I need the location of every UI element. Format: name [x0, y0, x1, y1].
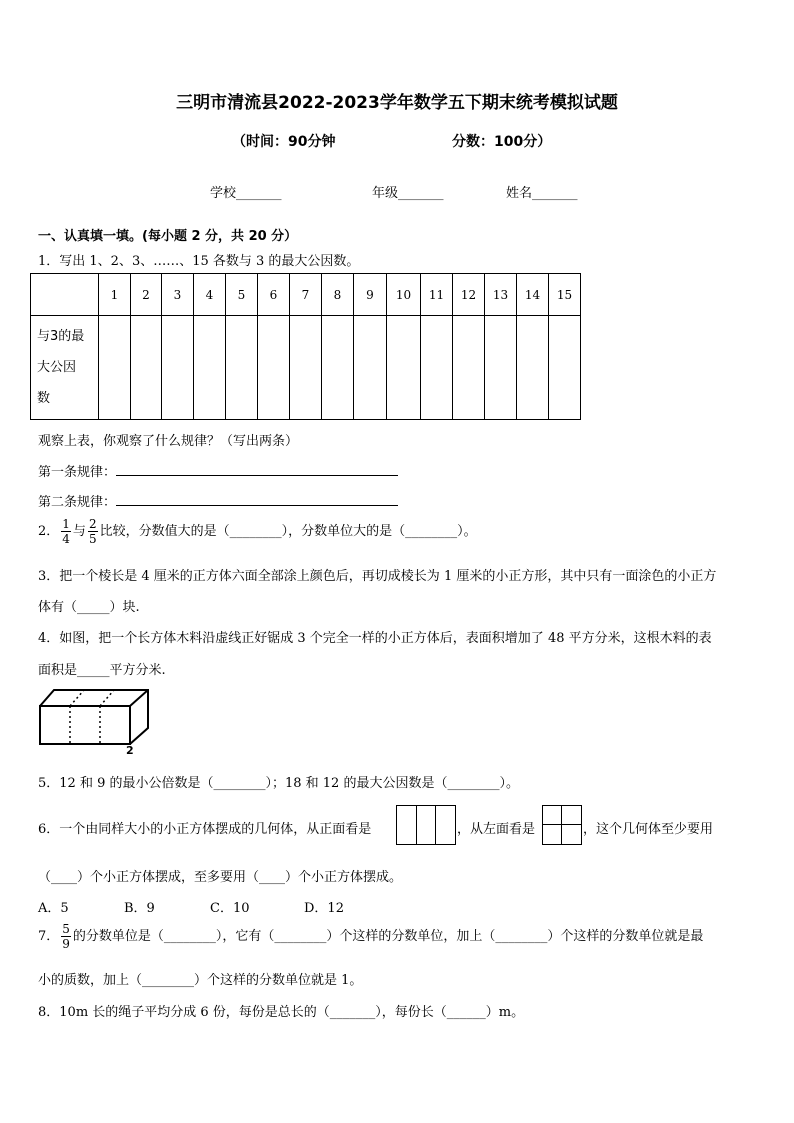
rule-2-label: 第二条规律：	[38, 495, 117, 510]
question-3-line-1: 3．把一个棱长是 4 厘米的正方体六面全部涂上颜色后，再切成棱长为 1 厘米的小正方形，其中只有一面涂色的小正方	[38, 569, 717, 584]
question-6-part-1: 6．一个由同样大小的小正方体摆成的几何体，从正面看是	[38, 822, 372, 837]
answer-cell[interactable]	[162, 316, 194, 420]
table-col-header: 3	[162, 274, 194, 316]
name-field[interactable]: 姓名_______	[506, 186, 578, 201]
table-col-header: 11	[421, 274, 453, 316]
rule-1-label: 第一条规律：	[38, 465, 117, 480]
question-8: 8．10m 长的绳子平均分成 6 份，每份是总长的（_______），每份长（______）m。	[38, 1005, 525, 1020]
answer-cell[interactable]	[549, 316, 581, 420]
question-4-line-2: 面积是_____平方分米.	[38, 663, 166, 678]
rule-2-line[interactable]	[38, 491, 398, 510]
front-view-figure	[396, 805, 456, 845]
fraction-five-ninths: $\frac{5}{9}$	[62, 922, 70, 951]
section-heading: 一、认真填一填。(每小题 2 分，共 20 分）	[38, 229, 298, 244]
table-col-header: 10	[387, 274, 421, 316]
answer-cell[interactable]	[258, 316, 290, 420]
fraction-one-quarter: $\frac{1}{4}$	[62, 517, 70, 546]
question-5: 5．12 和 9 的最小公倍数是（________）；18 和 12 的最大公因数是（________）。	[38, 776, 519, 791]
table-col-header: 14	[517, 274, 549, 316]
table-col-header: 7	[290, 274, 322, 316]
question-7-line-2: 小的质数，加上（________）个这样的分数单位就是 1。	[38, 973, 363, 988]
gcd-table	[30, 273, 581, 420]
table-col-header: 1	[99, 274, 131, 316]
table-col-header: 5	[226, 274, 258, 316]
option-a[interactable]: A．5	[38, 901, 69, 916]
question-7: 7． $\frac{5}{9}$ 的分数单位是（________），它有（________）个这样的分数单位，加上（________）个这样的分数单位就是最	[38, 922, 704, 951]
exam-score: 分数：100分）	[452, 134, 552, 150]
answer-cell[interactable]	[354, 316, 387, 420]
answer-cell[interactable]	[99, 316, 131, 420]
left-view-figure	[542, 805, 582, 845]
answer-cell[interactable]	[421, 316, 453, 420]
question-6-part-2: ，从左面看是	[457, 822, 536, 837]
rule-2-blank[interactable]	[116, 493, 398, 506]
rule-1-line[interactable]	[38, 461, 398, 480]
table-col-header: 12	[453, 274, 485, 316]
answer-cell[interactable]	[290, 316, 322, 420]
question-4-line-1: 4．如图，把一个长方体木料沿虚线正好锯成 3 个完全一样的小正方体后，表面积增加了 48 平方分米，这根木料的表	[38, 631, 712, 646]
answer-cell[interactable]	[453, 316, 485, 420]
table-answer-row	[31, 316, 581, 420]
table-col-header: 6	[258, 274, 290, 316]
question-6-line-2: （____）个小正方体摆成，至多要用（____）个小正方体摆成。	[38, 870, 403, 885]
table-col-header: 9	[354, 274, 387, 316]
answer-cell[interactable]	[387, 316, 421, 420]
answer-cell[interactable]	[485, 316, 517, 420]
table-col-header: 15	[549, 274, 581, 316]
school-field[interactable]: 学校_______	[210, 186, 282, 201]
page-title: 三明市清流县2022-2023学年数学五下期末统考模拟试题	[176, 93, 618, 113]
table-col-header: 13	[485, 274, 517, 316]
table-row-label: 与3的最 大公因 数	[31, 316, 99, 420]
exam-time: （时间：90分钟	[232, 134, 336, 150]
option-d[interactable]: D．12	[304, 901, 344, 916]
option-b[interactable]: B．9	[124, 901, 155, 916]
cuboid-figure	[38, 684, 158, 760]
rule-1-blank[interactable]	[116, 463, 398, 476]
answer-cell[interactable]	[194, 316, 226, 420]
observe-prompt: 观察上表，你观察了什么规律？（写出两条）	[38, 434, 299, 449]
answer-cell[interactable]	[131, 316, 162, 420]
answer-cell[interactable]	[517, 316, 549, 420]
grade-field[interactable]: 年级_______	[372, 186, 444, 201]
table-header-row	[31, 274, 581, 316]
answer-cell[interactable]	[322, 316, 354, 420]
figure-dimension-label: 2	[126, 744, 134, 757]
answer-cell[interactable]	[226, 316, 258, 420]
table-col-header: 8	[322, 274, 354, 316]
table-col-header: 4	[194, 274, 226, 316]
fraction-two-fifths: $\frac{2}{5}$	[88, 517, 97, 546]
option-c[interactable]: C．10	[210, 901, 250, 916]
question-3-line-2: 体有（_____）块.	[38, 600, 140, 615]
table-col-header: 2	[131, 274, 162, 316]
question-2: 2． $\frac{1}{4}$ 与 $\frac{2}{5}$ 比较，分数值大的是（________），分数单位大的是（________）。	[38, 517, 477, 546]
question-1: 1．写出 1、2、3、……、15 各数与 3 的最大公因数。	[38, 254, 360, 269]
table-corner-cell	[31, 274, 99, 316]
question-6-part-3: ，这个几何体至少要用	[583, 822, 714, 837]
